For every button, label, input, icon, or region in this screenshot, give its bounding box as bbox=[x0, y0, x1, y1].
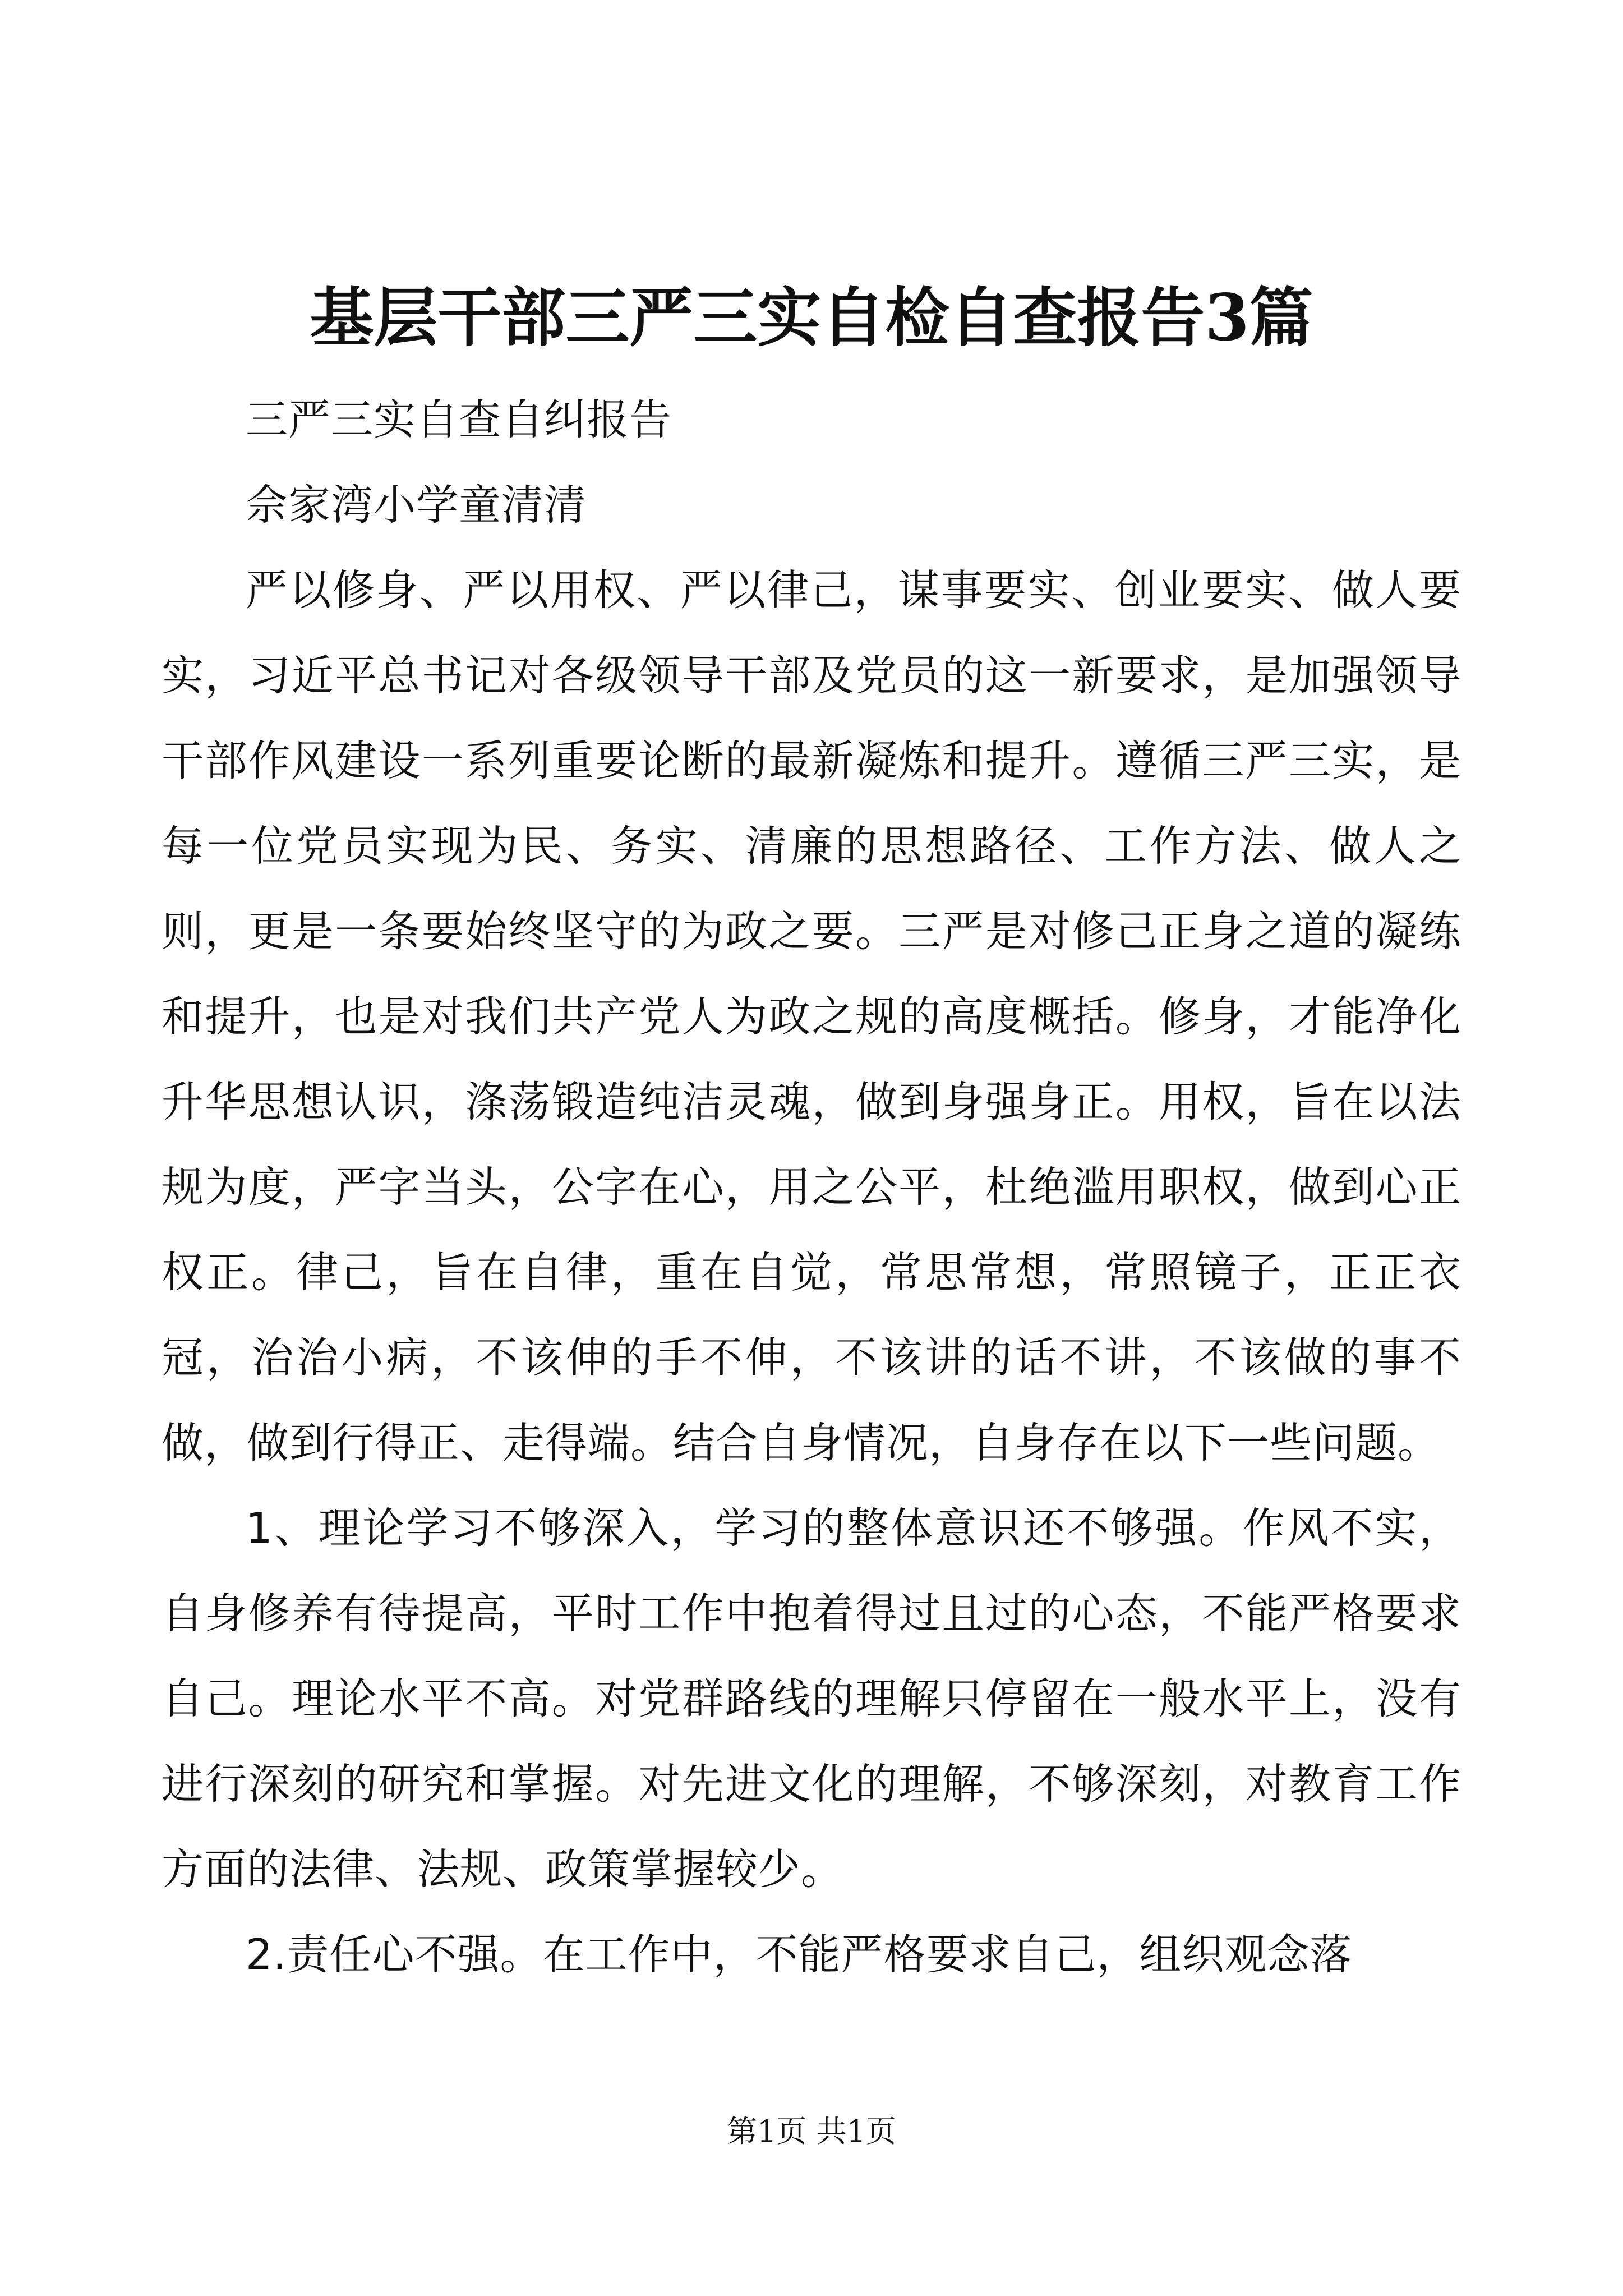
body-paragraph: 严以修身、严以用权、严以律己，谋事要实、创业要实、做人要实，习近平总书记对各级领导干部及党员的这一新要求，是加强领导干部作风建设一系列重要论断的最新凝炼和提升。遵循三严三实，是每一位党员实现为民、务实、清廉的思想路径、工作方法、做人之则，更是一条要始终坚守的为政之要。三严是对修己正身之道的凝练和提升，也是对我们共产党人为政之规的高度概括。修身，才能净化升华思想认识，涤荡锻造纯洁灵魂，做到身强身正。用权，旨在以法规为度，严字当头，公字在心，用之公平，杜绝滥用职权，做到心正权正。律己，旨在自律，重在自觉，常思常想，常照镜子，正正衣冠，治治小病，不该伸的手不伸，不该讲的话不讲，不该做的事不做，做到行得正、走得端。结合自身情况，自身存在以下一些问题。 bbox=[162, 565, 1461, 1467]
document-title: 基层干部三严三实自检自查报告3篇 bbox=[310, 280, 1313, 355]
subtitle-paragraph: 三严三实自查自纠报告 bbox=[246, 395, 672, 444]
author-paragraph: 佘家湾小学童清清 bbox=[246, 480, 587, 530]
body-paragraph: 2.责任心不强。在工作中，不能严格要求自己，组织观念落 bbox=[246, 1930, 1353, 1979]
body-paragraph: 1、理论学习不够深入，学习的整体意识还不够强。作风不实，自身修养有待提高，平时工作中抱着得过且过的心态，不能严格要求自己。理论水平不高。对党群路线的理解只停留在一般水平上，没有进行深刻的研究和掌握。对先进文化的理解，不够深刻，对教育工作方面的法律、法规、政策掌握较少。 bbox=[162, 1503, 1461, 1894]
document-body bbox=[162, 377, 1461, 1997]
page-footer: 第1页 共1页 bbox=[727, 2114, 896, 2149]
